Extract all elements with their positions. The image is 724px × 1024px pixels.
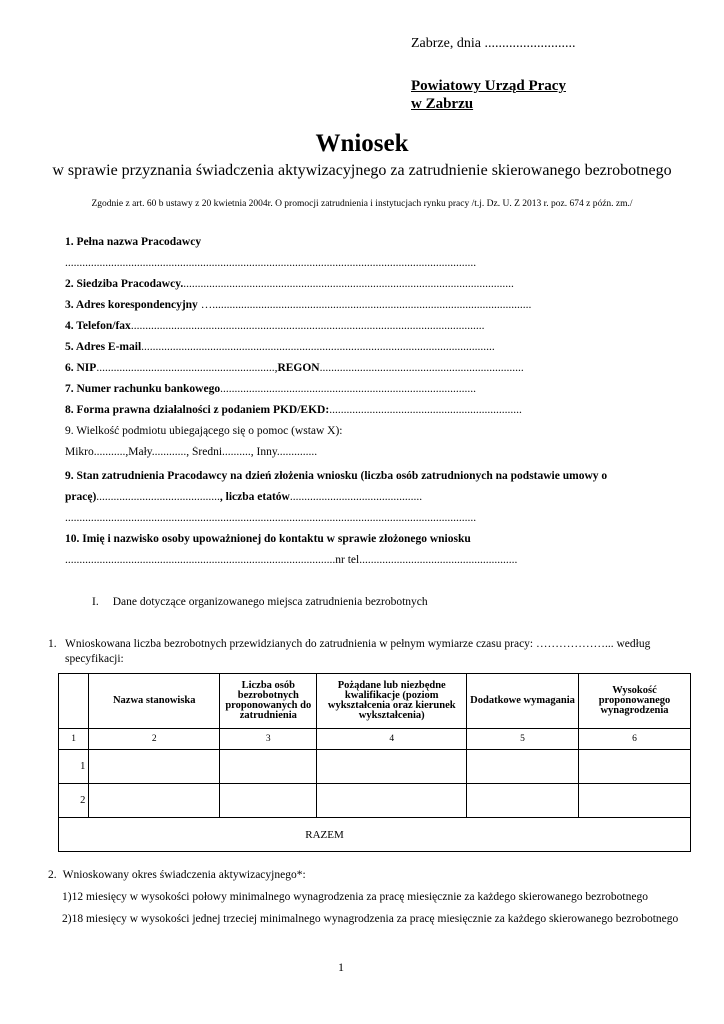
question-number: 2.	[48, 869, 57, 881]
table-index-cell: 6	[579, 729, 691, 750]
section-heading	[92, 596, 442, 608]
table-cell[interactable]	[220, 750, 317, 784]
table-cell[interactable]	[317, 784, 467, 818]
field-label: 2. Siedziba Pracodawcy.	[65, 278, 184, 290]
table-index-row	[59, 729, 691, 750]
table-total-label	[59, 818, 691, 852]
period-option-18-months[interactable]: 2)18 miesięcy w wysokości jednej trzeciej minimalnego wynagrodzenia za pracę miesięcznie za każdego skierowanego bezrobotnego	[62, 913, 679, 925]
table-row-number: 1	[59, 750, 89, 784]
table-header-cell: Wysokość proponowanego wynagrodzenia	[579, 674, 691, 729]
field-dots: ...........................................................................................................................	[141, 341, 495, 353]
table-total-text: RAZEM	[305, 828, 344, 841]
field-nip-regon[interactable]	[65, 362, 555, 374]
table-header-cell	[59, 674, 89, 729]
table-index-cell: 1	[59, 729, 89, 750]
field-dots: …...............................................................................................................	[197, 299, 532, 311]
field-label-nip: 6. NIP	[65, 362, 97, 374]
field-phone-fax[interactable]	[65, 320, 555, 332]
field-label-etaty: , liczba etatów	[219, 491, 290, 503]
document-title: Wniosek	[315, 130, 409, 157]
office-name-line1: Powiatowy Urząd Pracy	[411, 78, 566, 94]
question-number: 1.	[48, 638, 57, 650]
field-contact-person-label: 10. Imię i nazwisko osoby upoważnionej do kontaktu w sprawie złożonego wniosku	[65, 533, 471, 545]
field-email[interactable]	[65, 341, 555, 353]
table-cell[interactable]	[579, 784, 691, 818]
table-row	[59, 750, 691, 784]
table-row-number: 2	[59, 784, 89, 818]
field-dots: .......................................................................	[319, 362, 524, 374]
field-employment-values[interactable]	[65, 491, 555, 503]
field-company-size-options[interactable]: Mikro...........,Mały............, Średni.........., Inny..............	[65, 446, 318, 458]
section-number: I.	[92, 596, 99, 608]
table-cell[interactable]	[579, 750, 691, 784]
table-header-cell: Nazwa stanowiska	[89, 674, 220, 729]
question-text: Wnioskowany okres świadczenia aktywizacyjnego*:	[62, 869, 306, 881]
field-legal-form[interactable]	[65, 404, 555, 416]
table-total-row	[59, 818, 691, 852]
table-index-cell: 3	[220, 729, 317, 750]
table-header-cell: Dodatkowe wymagania	[467, 674, 579, 729]
field-label: 7. Numer rachunku bankowego	[65, 383, 221, 395]
table-cell[interactable]	[220, 784, 317, 818]
document-subtitle: w sprawie przyznania świadczenia aktywizacyjnego za zatrudnienie skierowanego bezrobotnego	[52, 162, 672, 179]
field-dots: ..............................................................,	[96, 362, 278, 374]
table-header-row	[59, 674, 691, 729]
place-date: Zabrze, dnia ..........................	[411, 36, 576, 51]
table-cell[interactable]	[467, 784, 579, 818]
period-option-12-months[interactable]: 1)12 miesięcy w wysokości połowy minimalnego wynagrodzenia za pracę miesięcznie za każdego skierowanego bezrobotnego	[62, 891, 648, 903]
field-dots: ...........................................	[96, 491, 220, 503]
table-cell[interactable]	[467, 750, 579, 784]
field-dots: .........................................................................................	[220, 383, 476, 395]
field-dots: ...................................................................	[329, 404, 522, 416]
table-cell[interactable]	[317, 750, 467, 784]
legal-basis: Zgodnie z art. 60 b ustawy z 20 kwietnia 2004r. O promocji zatrudnienia i instytucjach rynku pracy /t.j. Dz. U. Z 2013 r. poz. 674 z późn. zm./	[91, 199, 633, 209]
field-dots: ...........................................................................................................................	[130, 320, 485, 332]
field-label-regon: REGON	[277, 362, 320, 374]
table-cell[interactable]	[89, 750, 220, 784]
table-cell[interactable]	[89, 784, 220, 818]
field-employer-name-line[interactable]: ...............................................................................................................................................	[65, 257, 477, 269]
field-employer-name-label: 1. Pełna nazwa Pracodawcy	[65, 236, 202, 248]
specification-table	[58, 673, 691, 852]
field-label: pracę)	[65, 491, 97, 503]
field-label: 3. Adres korespondencyjny	[65, 299, 198, 311]
field-label: 8. Forma prawna działalności z podaniem PKD/EKD:	[65, 404, 330, 416]
field-contact-person-line[interactable]	[65, 554, 555, 566]
field-correspondence-address[interactable]	[65, 299, 555, 311]
table-index-cell: 4	[317, 729, 467, 750]
field-dots: ..............................................................................................nr tel	[65, 554, 360, 566]
field-employer-seat[interactable]	[65, 278, 555, 290]
page-number: 1	[338, 960, 344, 974]
field-employment-label: 9. Stan zatrudnienia Pracodawcy na dzień złożenia wniosku (liczba osób zatrudnionych na podstawie umowy o	[65, 470, 608, 482]
field-employment-line[interactable]: ...............................................................................................................................................	[65, 512, 477, 524]
field-label: 5. Adres E-mail	[65, 341, 142, 353]
table-header-cell: Liczba osób bezrobotnych proponowanych do zatrudnienia	[220, 674, 317, 729]
field-dots: ...................................................................................................................	[183, 278, 514, 290]
table-header-cell: Pożądane lub niezbędne kwalifikacje (poziom wykształcenia oraz kierunek wykształcenia)	[317, 674, 467, 729]
office-name-line2: w Zabrzu	[411, 96, 474, 112]
table-index-cell: 5	[467, 729, 579, 750]
question-2	[48, 869, 306, 881]
field-dots: ..............................................	[289, 491, 423, 503]
field-bank-account[interactable]	[65, 383, 555, 395]
section-title: Dane dotyczące organizowanego miejsca zatrudnienia bezrobotnych	[112, 596, 428, 608]
table-row	[59, 784, 691, 818]
question-text: Wnioskowana liczba bezrobotnych przewidzianych do zatrudnienia w pełnym wymiarze czasu pracy: ………………... według specyfikacji:	[65, 638, 651, 665]
table-index-cell: 2	[89, 729, 220, 750]
field-dots: .......................................................	[359, 554, 518, 566]
field-label: 4. Telefon/fax	[65, 320, 131, 332]
field-company-size-label: 9. Wielkość podmiotu ubiegającego się o pomoc (wstaw X):	[65, 425, 343, 437]
